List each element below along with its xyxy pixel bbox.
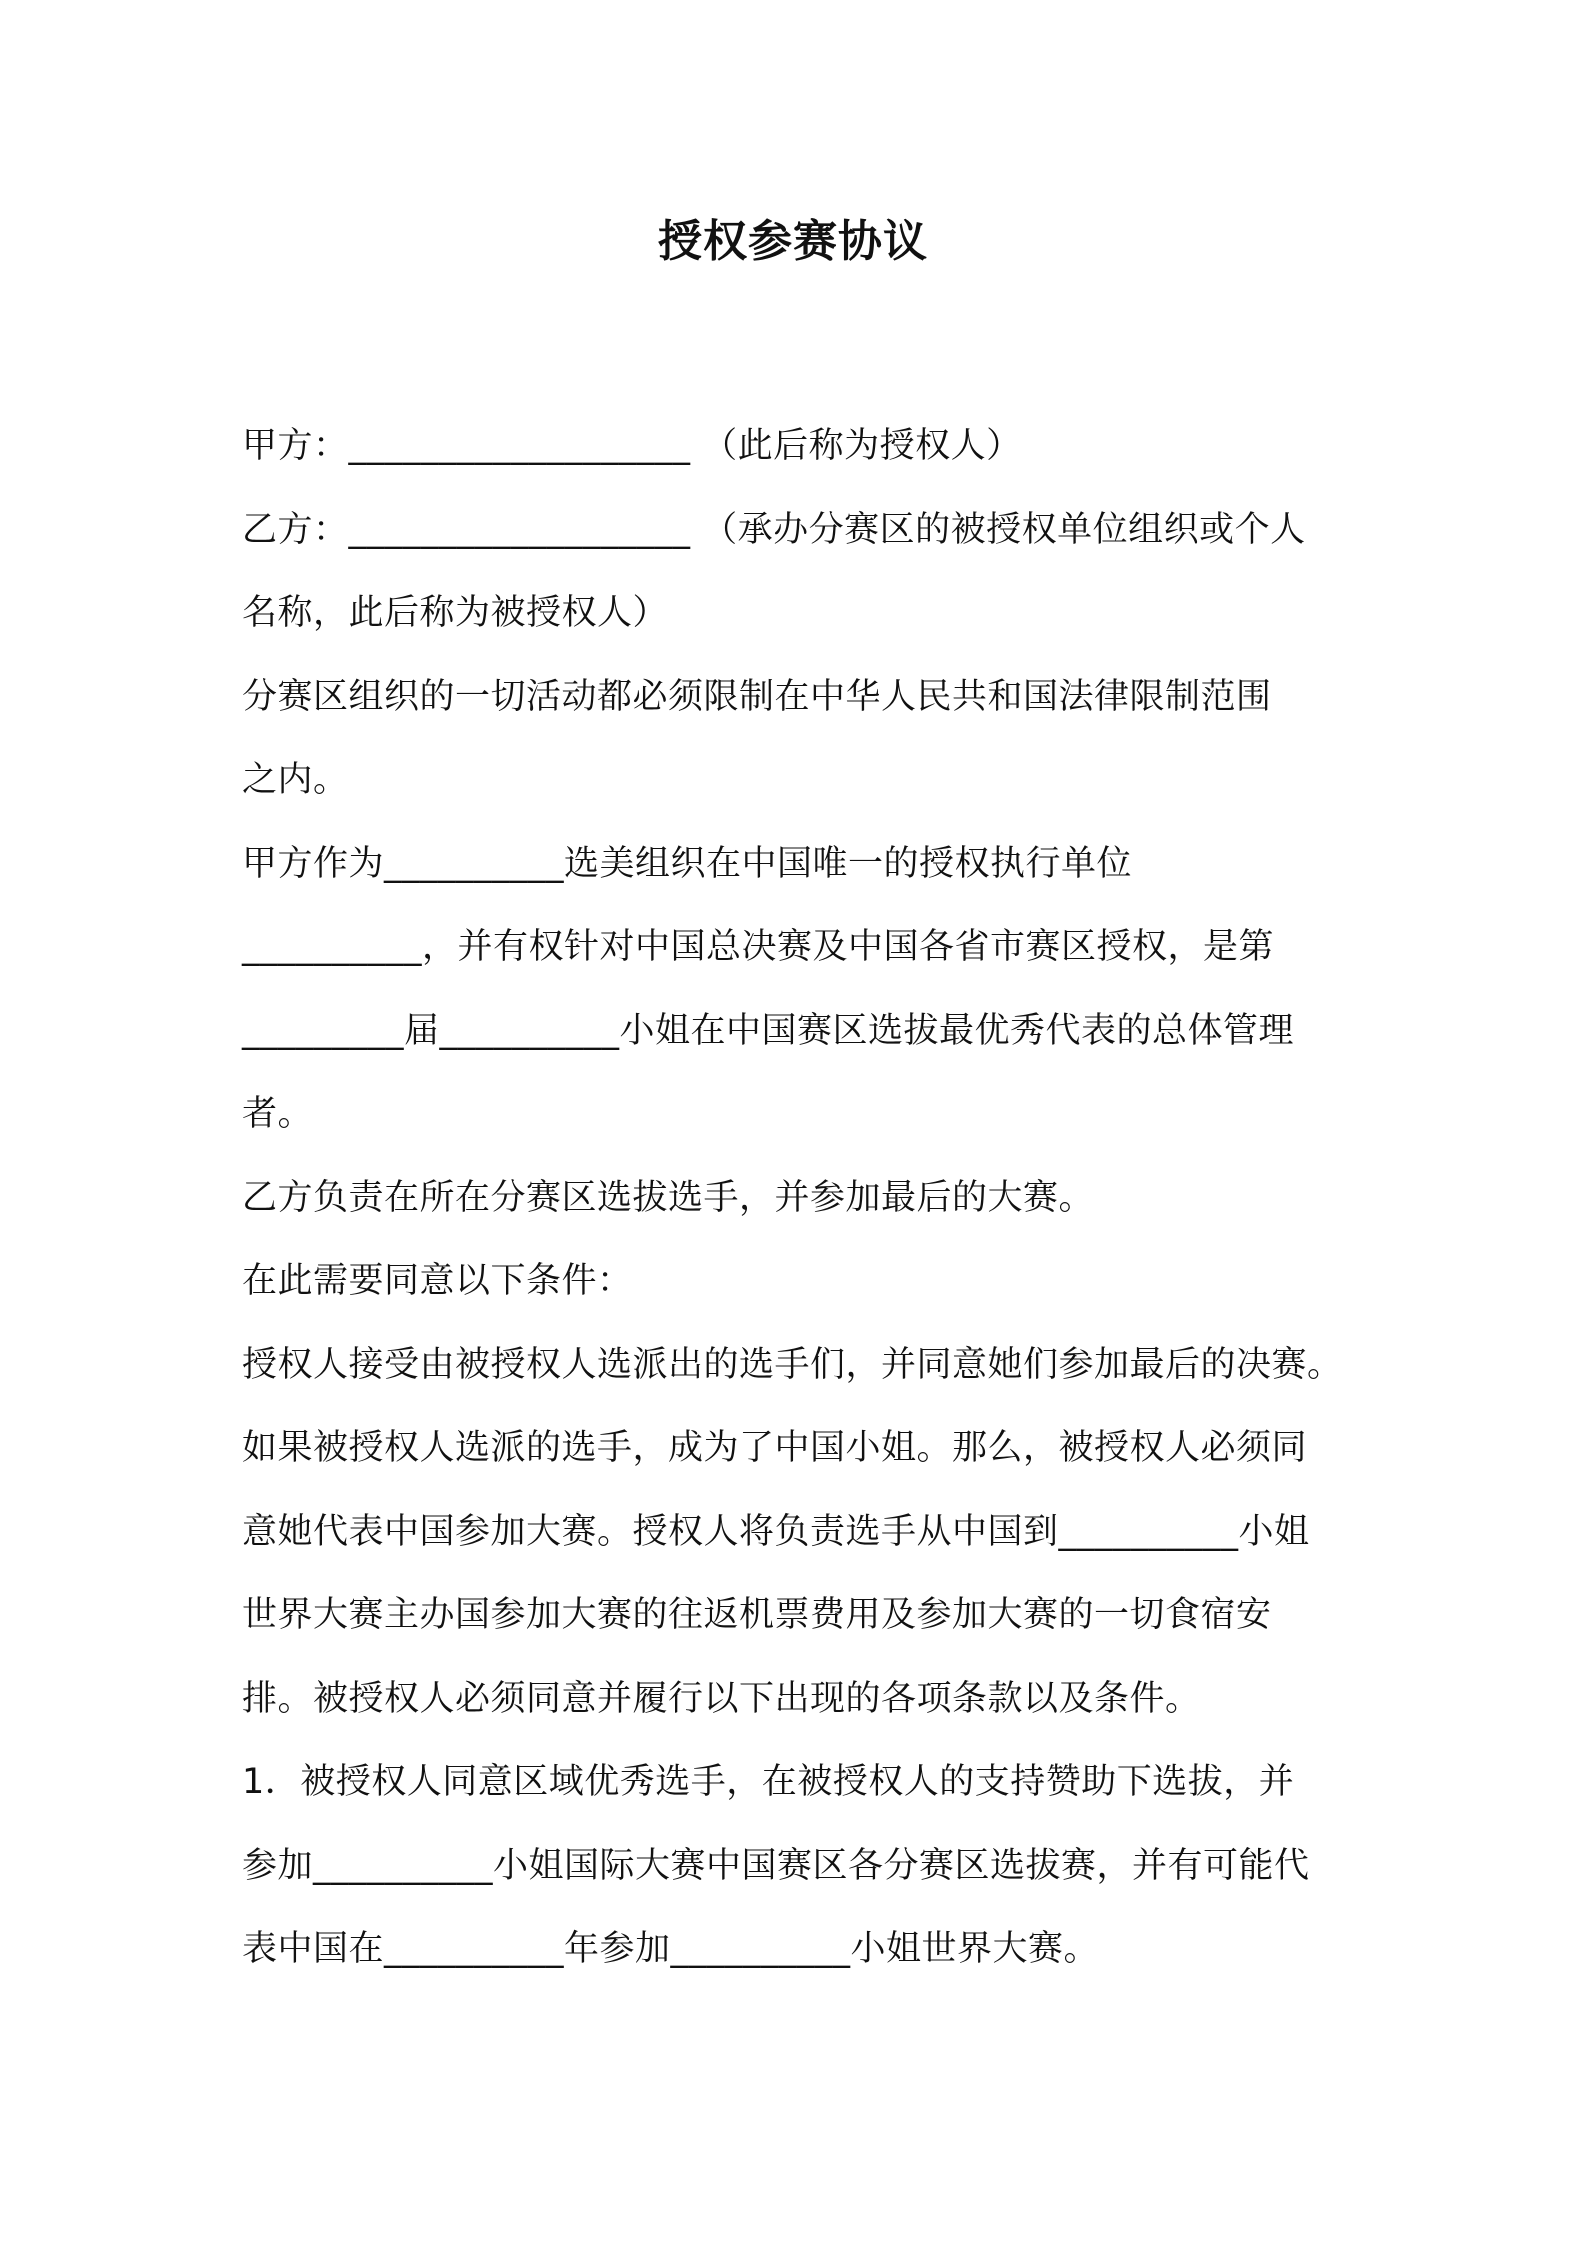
paragraph-line: 在此需要同意以下条件： — [242, 1261, 633, 1301]
paragraph-line: 乙方负责在所在分赛区选拔选手，并参加最后的大赛。 — [242, 1177, 1095, 1218]
party-b-line: 乙方：___________________ （承办分赛区的被授权单位组织或个人 — [242, 509, 1306, 550]
paragraph-line: 之内。 — [242, 760, 349, 800]
document-title: 授权参赛协议 — [658, 216, 928, 267]
paragraph-line: 排。被授权人必须同意并履行以下出现的各项条款以及条件。 — [242, 1678, 1201, 1719]
paragraph-line: 如果被授权人选派的选手，成为了中国小姐。那么，被授权人必须同 — [242, 1428, 1308, 1468]
paragraph-line: _________届__________小姐在中国赛区选拔最优秀代表的总体管理 — [242, 1010, 1295, 1051]
paragraph-line: __________，并有权针对中国总决赛及中国各省市赛区授权，是第 — [242, 927, 1275, 967]
paragraph-line: 者。 — [242, 1094, 314, 1134]
document-body — [242, 405, 1392, 1992]
paragraph-line: 世界大赛主办国参加大赛的往返机票费用及参加大赛的一切食宿安 — [242, 1595, 1272, 1635]
clause-1-line: 1．被授权人同意区域优秀选手，在被授权人的支持赞助下选拔，并 — [242, 1762, 1295, 1802]
paragraph-line: 分赛区组织的一切活动都必须限制在中华人民共和国法律限制范围 — [242, 676, 1272, 717]
party-a-line: 甲方：___________________ （此后称为授权人） — [242, 426, 1022, 466]
paragraph-line: 授权人接受由被授权人选派出的选手们，并同意她们参加最后的决赛。 — [242, 1344, 1343, 1385]
paragraph-line: 甲方作为__________选美组织在中国唯一的授权执行单位 — [242, 843, 1133, 884]
paragraph-line: 意她代表中国参加大赛。授权人将负责选手从中国到__________小姐 — [242, 1511, 1310, 1552]
clause-1-line: 表中国在__________年参加__________小姐世界大赛。 — [242, 1929, 1100, 1969]
clause-1-line: 参加__________小姐国际大赛中国赛区各分赛区选拔赛，并有可能代 — [242, 1845, 1310, 1886]
party-b-line-continued: 名称，此后称为被授权人） — [242, 593, 669, 633]
